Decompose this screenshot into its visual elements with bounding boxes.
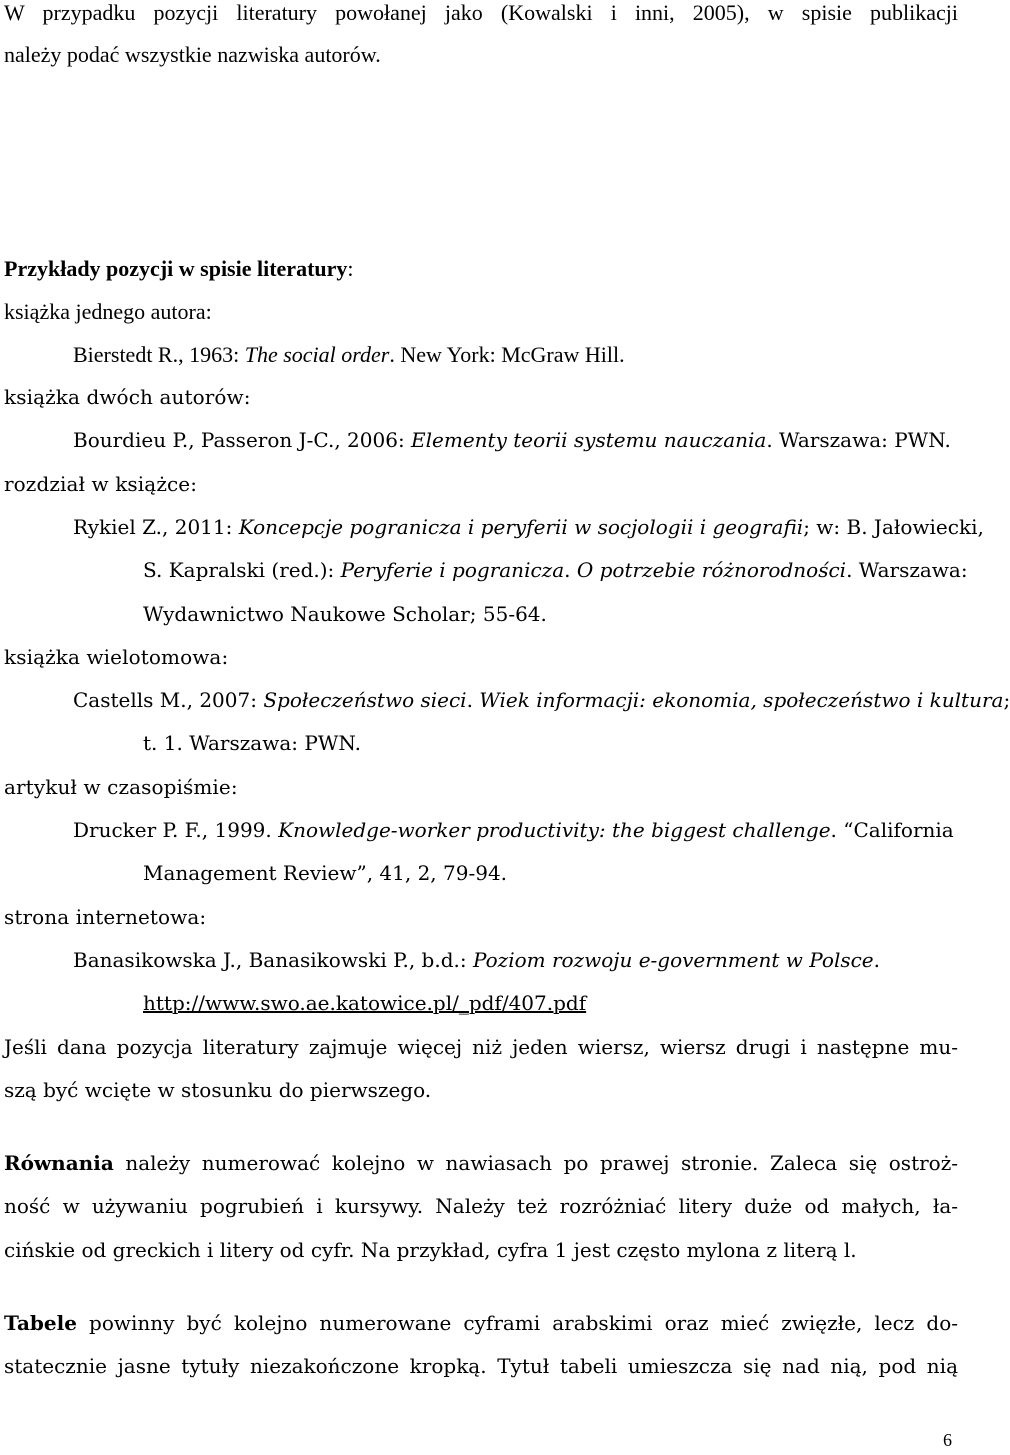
reference-entry bbox=[73, 517, 984, 537]
reference-entry bbox=[73, 820, 954, 840]
reference-book-subtitle: O potrzebie różnorodności bbox=[576, 558, 847, 582]
reference-title: The social order bbox=[244, 342, 390, 367]
examples-heading-text: Przykłady pozycji w spisie literatury bbox=[4, 256, 348, 281]
reference-journal: . “California bbox=[830, 818, 954, 842]
equations-paragraph-line-3: cińskie od greckich i litery od cyfr. Na przykład, cyfra 1 jest często mylona z literą l. bbox=[4, 1238, 857, 1262]
equations-heading: Równania bbox=[4, 1151, 114, 1175]
reference-authors: Bourdieu P., Passeron J-C., 2006: bbox=[73, 428, 412, 452]
example-label-book-one-author: książka jednego autora: bbox=[4, 299, 212, 324]
example-label-website: strona internetowa: bbox=[4, 905, 207, 929]
reference-title: Poziom rozwoju e-government w Polsce bbox=[472, 948, 874, 972]
reference-entry bbox=[73, 690, 1010, 710]
page-number: 6 bbox=[943, 1430, 952, 1450]
tables-paragraph-line-2: statecznie jasne tytuły niezakończone kropką. Tytuł tabeli umieszcza się nad nią, pod nią bbox=[4, 1354, 958, 1378]
intro-line-1: W przypadku pozycji literatury powołanej jako (Kowalski i inni, 2005), w spisie publikacji bbox=[4, 0, 958, 25]
reference-continuation: t. 1. Warszawa: PWN. bbox=[143, 731, 361, 755]
tables-paragraph-line-1 bbox=[4, 1313, 958, 1333]
reference-entry bbox=[73, 430, 951, 450]
example-label-book-two-authors: książka dwóch autorów: bbox=[4, 385, 251, 409]
indent-note-line-1: Jeśli dana pozycja literatury zajmuje więcej niż jeden wiersz, wiersz drugi i następne mu- bbox=[4, 1035, 958, 1059]
reference-authors: Drucker P. F., 1999. bbox=[73, 818, 279, 842]
reference-title: Knowledge-worker productivity: the biggest challenge bbox=[278, 818, 831, 842]
reference-continuation bbox=[143, 560, 968, 580]
equations-paragraph-line-2: ność w używaniu pogrubień i kursywy. Należy też rozróżniać litery duże od małych, ła- bbox=[4, 1194, 958, 1218]
example-label-journal-article: artykuł w czasopiśmie: bbox=[4, 775, 238, 799]
reference-authors: Bierstedt R., 1963: bbox=[73, 342, 245, 367]
reference-place: . Warszawa: bbox=[846, 558, 968, 582]
example-label-book-chapter: rozdział w książce: bbox=[4, 472, 198, 496]
reference-authors: Rykiel Z., 2011: bbox=[73, 515, 239, 539]
tables-text: powinny być kolejno numerowane cyframi arabskimi oraz mieć zwięzłe, lecz do- bbox=[76, 1311, 958, 1335]
reference-continuation: Management Review”, 41, 2, 79-94. bbox=[143, 861, 508, 885]
reference-authors: Castells M., 2007: bbox=[73, 688, 264, 712]
reference-separator: . bbox=[466, 688, 480, 712]
reference-title: Koncepcje pogranicza i peryferii w socjologii i geografii bbox=[238, 515, 804, 539]
reference-entry bbox=[73, 950, 880, 970]
examples-heading-colon: : bbox=[347, 256, 354, 281]
reference-series-title: Wiek informacji: ekonomia, społeczeństwo i kultura bbox=[479, 688, 1004, 712]
reference-publisher: . Warszawa: PWN. bbox=[766, 428, 951, 452]
tables-heading: Tabele bbox=[4, 1311, 77, 1335]
reference-separator: . bbox=[564, 558, 577, 582]
equations-paragraph-line-1 bbox=[4, 1153, 958, 1173]
reference-separator: . bbox=[873, 948, 881, 972]
examples-heading bbox=[4, 258, 354, 280]
indent-note-line-2: szą być wcięte w stosunku do pierwszego. bbox=[4, 1078, 432, 1102]
equations-text: należy numerować kolejno w nawiasach po prawej stronie. Zaleca się ostroż- bbox=[113, 1151, 958, 1175]
reference-title: Społeczeństwo sieci bbox=[263, 688, 467, 712]
reference-editors: ; w: B. Jałowiecki, bbox=[803, 515, 984, 539]
reference-entry bbox=[73, 344, 625, 366]
reference-authors: Banasikowska J., Banasikowski P., b.d.: bbox=[73, 948, 473, 972]
reference-separator: ; bbox=[1003, 688, 1010, 712]
example-label-multivolume-book: książka wielotomowa: bbox=[4, 645, 229, 669]
reference-continuation: Wydawnictwo Naukowe Scholar; 55-64. bbox=[143, 602, 547, 626]
intro-line-2: należy podać wszystkie nazwiska autorów. bbox=[4, 42, 381, 67]
reference-url-link[interactable]: http://www.swo.ae.katowice.pl/_pdf/407.pdf bbox=[143, 991, 587, 1015]
reference-book-title: Peryferie i pogranicza bbox=[340, 558, 565, 582]
reference-editors: S. Kapralski (red.): bbox=[143, 558, 341, 582]
reference-title: Elementy teorii systemu nauczania bbox=[411, 428, 767, 452]
reference-continuation bbox=[143, 993, 586, 1013]
reference-publisher: . New York: McGraw Hill. bbox=[389, 342, 625, 367]
